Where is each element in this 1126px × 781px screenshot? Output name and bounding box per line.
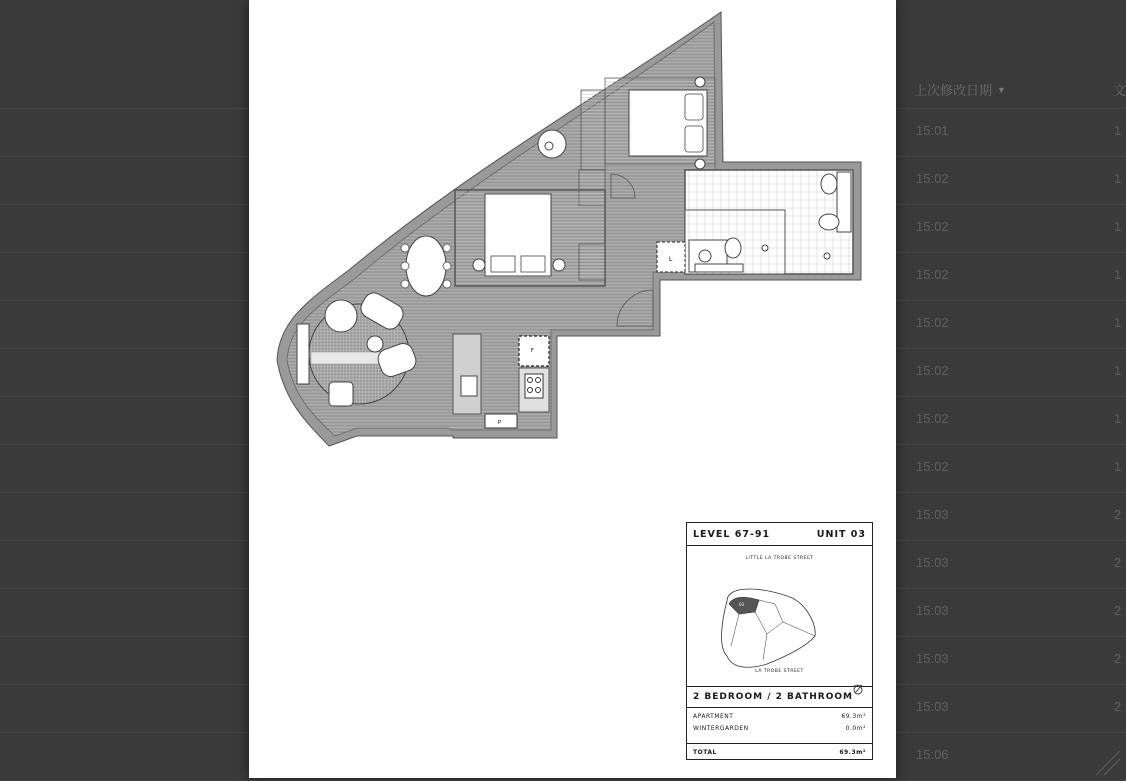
apartment-area: 69.3m² [841,713,866,720]
row-size: 2 [1114,603,1122,618]
row-size: 2 [1114,555,1122,570]
caret-down-icon: ▼ [997,84,1006,95]
bed-top [629,77,707,169]
apartment-label: APARTMENT [693,713,734,720]
bedroom-bathroom-label: 2 BEDROOM / 2 BATHROOM [687,687,872,708]
next-column-header[interactable]: 文 [1113,83,1126,98]
floorplan-preview[interactable] [249,0,896,778]
row-modified-time: 15:03 [916,555,949,570]
row-size: 2 [1114,651,1122,666]
street-bottom-label: LA TROBE STREET [755,669,804,674]
key-plan-drawing [687,546,872,686]
row-modified-time: 15:03 [916,507,949,522]
resize-handle-icon[interactable] [1092,747,1120,775]
row-modified-time: 15:03 [916,699,949,714]
bed-middle [473,194,565,276]
row-size: 1 [1114,459,1122,474]
floorplan-drawing [249,0,896,520]
modified-column-label: 上次修改日期 [914,83,993,98]
row-modified-time: 15:02 [916,459,949,474]
compass-icon [853,683,865,695]
modified-column-header[interactable] [914,80,1006,99]
fridge-label: F [531,348,534,354]
level-label: LEVEL 67-91 [693,528,771,540]
total-area: 69.3m² [839,749,866,756]
row-modified-time: 15:02 [916,411,949,426]
wintergarden-label: WINTERGARDEN [693,725,749,732]
row-modified-time: 15:02 [916,315,949,330]
wintergarden-area: 0.0m² [845,725,866,732]
pantry-label: P [498,420,502,426]
row-size: 1 [1114,267,1122,282]
row-size: 1 [1114,315,1122,330]
street-top-label: LITTLE LA TROBE STREET [745,556,814,561]
key-plan [687,546,872,687]
row-modified-time: 15:03 [916,603,949,618]
laundry-label: L [669,256,673,263]
unit-marker-label: 03 [739,602,745,607]
row-size: 1 [1114,411,1122,426]
row-size: 1 [1114,219,1122,234]
row-modified-time: 15:02 [916,363,949,378]
row-size: 2 [1114,699,1122,714]
unit-info-panel [686,522,873,760]
row-modified-time: 15:02 [916,219,949,234]
row-modified-time: 15:03 [916,651,949,666]
row-modified-time: 15:01 [916,123,949,138]
row-size: 1 [1114,171,1122,186]
row-modified-time: 15:02 [916,171,949,186]
row-modified-time: 15:02 [916,267,949,282]
row-size: 2 [1114,507,1122,522]
row-size: 1 [1114,363,1122,378]
row-modified-time: 15:06 [916,747,949,762]
total-label: TOTAL [693,749,717,756]
row-size: 1 [1114,123,1122,138]
unit-label: UNIT 03 [816,528,866,540]
